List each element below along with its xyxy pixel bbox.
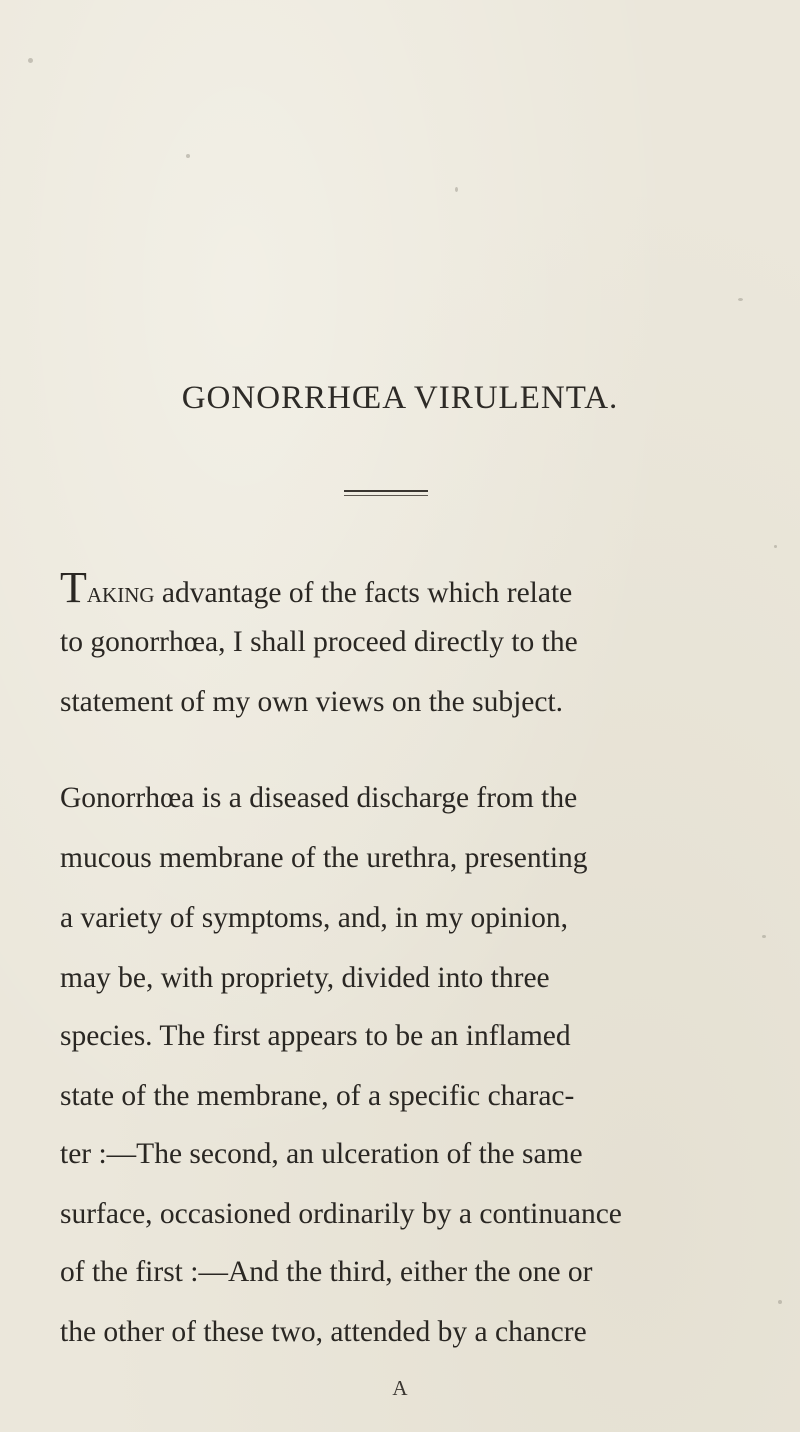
text-line: a variety of symptoms, and, in my opinion, (60, 902, 568, 934)
paper-speck (774, 545, 777, 548)
text-line: species. The first appears to be an inflamed (60, 1020, 571, 1052)
text-line: ter :—The second, an ulceration of the same (60, 1138, 583, 1170)
text-line: may be, with propriety, divided into three (60, 962, 550, 994)
text-line: Gonorrhœa is a diseased discharge from the (60, 782, 578, 814)
paper-speck (738, 298, 743, 301)
body-text (60, 0, 680, 1432)
text-line: to gonorrhœa, I shall proceed directly to the (60, 626, 578, 658)
text-line: the other of these two, attended by a chancre (60, 1316, 587, 1348)
chapter-title: GONORRHŒA VIRULENTA. (181, 380, 619, 416)
text-line: state of the membrane, of a specific charac- (60, 1080, 575, 1112)
text-line: of the first :—And the third, either the one or (60, 1256, 593, 1288)
first-word: aking (86, 577, 155, 609)
drop-cap: T (60, 563, 87, 612)
line-text: advantage of the facts which relate (154, 577, 573, 609)
text-line: statement of my own views on the subject. (60, 686, 564, 718)
signature-mark: A (392, 1376, 408, 1400)
text-line (60, 563, 573, 612)
paper-speck (778, 1300, 782, 1304)
text-line: surface, occasioned ordinarily by a continuance (60, 1198, 622, 1230)
paper-speck (28, 58, 33, 63)
text-line: mucous membrane of the urethra, presenting (60, 842, 588, 874)
paper-speck (762, 935, 766, 938)
